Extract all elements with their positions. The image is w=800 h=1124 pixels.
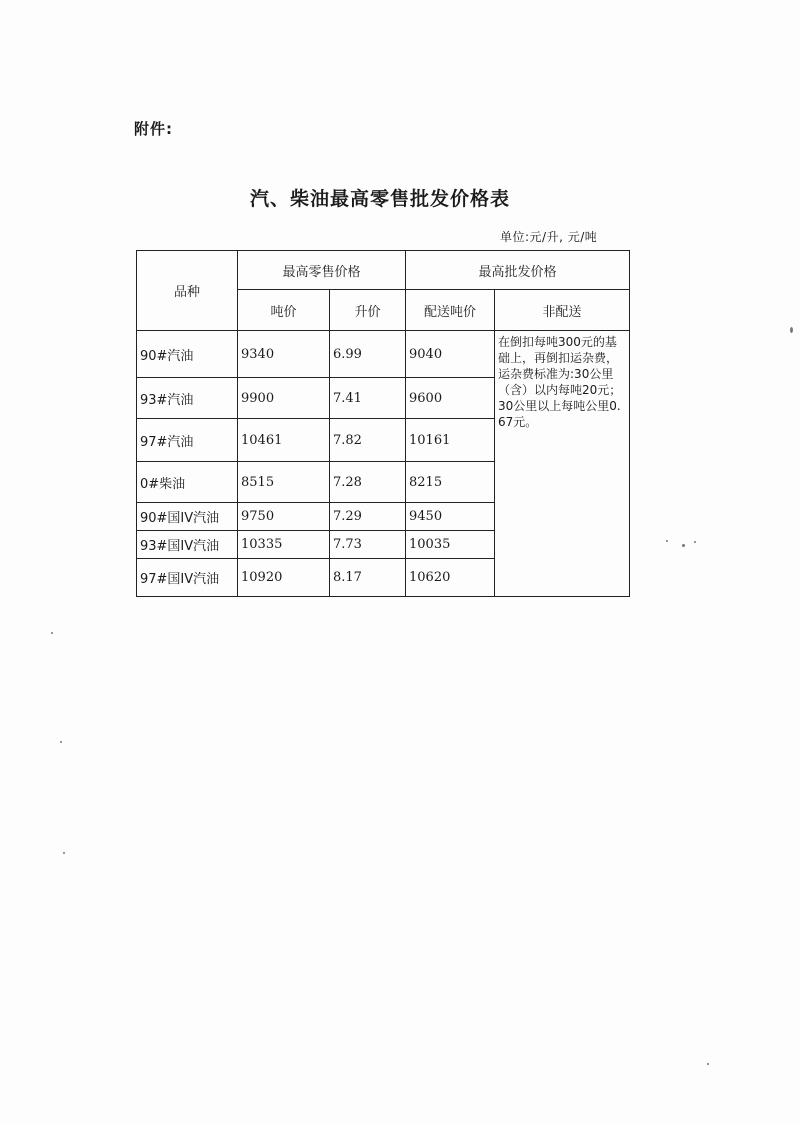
scan-speck	[707, 1063, 709, 1065]
scan-speck	[666, 540, 668, 542]
header-wholesale-non-delivery: 非配送	[495, 290, 630, 331]
cell-ton-price: 10335	[238, 531, 330, 559]
cell-ton-price: 9900	[238, 378, 330, 419]
cell-variety: 93#汽油	[137, 378, 238, 419]
scan-speck	[790, 327, 793, 333]
scan-speck	[682, 544, 685, 547]
cell-ton-price: 10461	[238, 419, 330, 462]
document-title: 汽、柴油最高零售批发价格表	[250, 188, 511, 210]
scan-speck	[694, 541, 696, 543]
scan-speck	[51, 632, 53, 634]
cell-liter-price: 6.99	[330, 331, 406, 378]
table-header-row	[137, 251, 630, 290]
header-retail-group: 最高零售价格	[238, 251, 406, 290]
cell-liter-price: 7.29	[330, 503, 406, 531]
cell-variety: 97#汽油	[137, 419, 238, 462]
cell-liter-price: 7.41	[330, 378, 406, 419]
price-table	[136, 250, 630, 597]
cell-ton-price: 10920	[238, 559, 330, 597]
cell-non-delivery-note: 在倒扣每吨300元的基础上，再倒扣运杂费，运杂费标准为:30公里（含）以内每吨20元；30公里以上每吨公里0.67元。	[495, 331, 630, 597]
cell-liter-price: 8.17	[330, 559, 406, 597]
attachment-label: 附件:	[134, 120, 173, 138]
scan-speck	[63, 852, 65, 854]
cell-liter-price: 7.82	[330, 419, 406, 462]
header-retail-liter: 升价	[330, 290, 406, 331]
header-retail-ton: 吨价	[238, 290, 330, 331]
cell-delivery-price: 10161	[406, 419, 495, 462]
table-row	[137, 331, 630, 378]
cell-delivery-price: 9450	[406, 503, 495, 531]
cell-delivery-price: 9600	[406, 378, 495, 419]
header-variety: 品种	[137, 251, 238, 331]
cell-liter-price: 7.73	[330, 531, 406, 559]
scan-speck	[60, 741, 62, 743]
cell-variety: 93#国IV汽油	[137, 531, 238, 559]
cell-variety: 90#国IV汽油	[137, 503, 238, 531]
header-wholesale-delivery-ton: 配送吨价	[406, 290, 495, 331]
header-wholesale-group: 最高批发价格	[406, 251, 630, 290]
unit-note: 单位:元/升, 元/吨	[500, 230, 598, 244]
cell-delivery-price: 10620	[406, 559, 495, 597]
cell-ton-price: 9340	[238, 331, 330, 378]
cell-delivery-price: 8215	[406, 462, 495, 503]
cell-ton-price: 8515	[238, 462, 330, 503]
cell-liter-price: 7.28	[330, 462, 406, 503]
cell-variety: 0#柴油	[137, 462, 238, 503]
cell-delivery-price: 10035	[406, 531, 495, 559]
cell-ton-price: 9750	[238, 503, 330, 531]
cell-delivery-price: 9040	[406, 331, 495, 378]
cell-variety: 97#国IV汽油	[137, 559, 238, 597]
cell-variety: 90#汽油	[137, 331, 238, 378]
